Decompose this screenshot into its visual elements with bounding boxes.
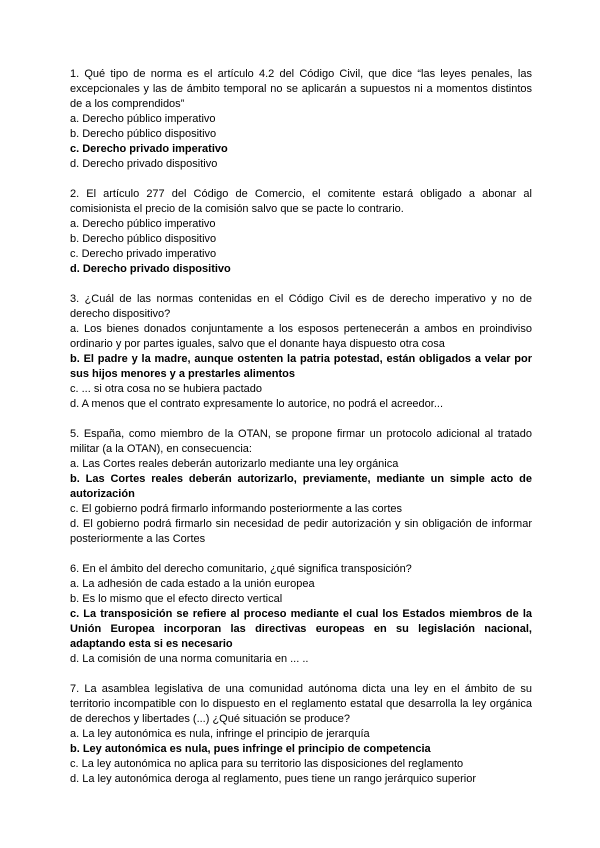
question-3-option-c: c. ... si otra cosa no se hubiera pactado <box>70 383 263 395</box>
question-7-option-c: c. La ley autonómica no aplica para su territorio las disposiciones del reglamento <box>70 758 464 770</box>
question-6-option-a: a. La adhesión de cada estado a la unión europea <box>70 578 315 590</box>
question-6 <box>70 562 532 667</box>
question-5-option-a: a. Las Cortes reales deberán autorizarlo mediante una ley orgánica <box>70 458 399 470</box>
question-7-option-d: d. La ley autonómica deroga al reglamento, pues tiene un rango jerárquico superior <box>70 773 477 785</box>
question-6-option-c: c. La transposición se refiere al proceso mediante el cual los Estados miembros de la Unión Europea incorporan las directivas europeas en su legislación nacional, adaptando esta si es necesario <box>70 608 532 650</box>
question-5-stem: 5. España, como miembro de la OTAN, se propone firmar un protocolo adicional al tratado militar (a la OTAN), en consecuencia: <box>70 428 532 455</box>
question-3-option-a: a. Los bienes donados conjuntamente a los esposos pertenecerán a ambos en proindiviso ordinario y por partes iguales, salvo que el donante haya dispuesto otra cosa <box>70 323 532 350</box>
question-6-option-d: d. La comisión de una norma comunitaria en ... .. <box>70 653 309 665</box>
question-1 <box>70 67 532 172</box>
question-2-option-a: a. Derecho público imperativo <box>70 218 216 230</box>
question-7-option-a: a. La ley autonómica es nula, infringe el principio de jerarquía <box>70 728 370 740</box>
question-1-stem: 1. Qué tipo de norma es el artículo 4.2 del Código Civil, que dice “las leyes penales, las excepcionales y las de ámbito temporal no se aplicarán a supuestos ni a momentos distintos de a los comprendidos” <box>70 68 532 110</box>
question-6-option-b: b. Es lo mismo que el efecto directo vertical <box>70 593 283 605</box>
question-7-stem: 7. La asamblea legislativa de una comunidad autónoma dicta una ley en el ámbito de su territorio incompatible con lo dispuesto en el reglamento estatal que desarrolla la ley orgánica de derechos y libertades (...) ¿Qué situación se produce? <box>70 683 532 725</box>
question-5 <box>70 427 532 547</box>
question-3-option-d: d. A menos que el contrato expresamente lo autorice, no podrá el acreedor... <box>70 398 444 410</box>
question-2-option-b: b. Derecho público dispositivo <box>70 233 217 245</box>
question-1-option-b: b. Derecho público dispositivo <box>70 128 217 140</box>
question-2-option-c: c. Derecho privado imperativo <box>70 248 217 260</box>
question-2-option-d: d. Derecho privado dispositivo <box>70 263 231 275</box>
question-6-stem: 6. En el ámbito del derecho comunitario, ¿qué significa transposición? <box>70 563 412 575</box>
question-2-stem: 2. El artículo 277 del Código de Comercio, el comitente estará obligado a abonar al comisionista el precio de la comisión salvo que se pacte lo contrario. <box>70 188 532 215</box>
question-1-option-d: d. Derecho privado dispositivo <box>70 158 218 170</box>
question-7 <box>70 682 532 787</box>
question-5-option-c: c. El gobierno podrá firmarlo informando posteriormente a las cortes <box>70 503 402 515</box>
question-3 <box>70 292 532 412</box>
question-5-option-b: b. Las Cortes reales deberán autorizarlo, previamente, mediante un simple acto de autorización <box>70 473 532 500</box>
question-1-option-c: c. Derecho privado imperativo <box>70 143 228 155</box>
question-3-stem: 3. ¿Cuál de las normas contenidas en el Código Civil es de derecho imperativo y no de derecho dispositivo? <box>70 293 532 320</box>
question-5-option-d: d. El gobierno podrá firmarlo sin necesidad de pedir autorización y sin obligación de informar posteriormente a las Cortes <box>70 518 532 545</box>
question-2 <box>70 187 532 277</box>
question-7-option-b: b. Ley autonómica es nula, pues infringe el principio de competencia <box>70 743 431 755</box>
question-1-option-a: a. Derecho público imperativo <box>70 113 216 125</box>
question-3-option-b: b. El padre y la madre, aunque ostenten la patria potestad, están obligados a velar por sus hijos menores y a prestarles alimentos <box>70 353 532 380</box>
